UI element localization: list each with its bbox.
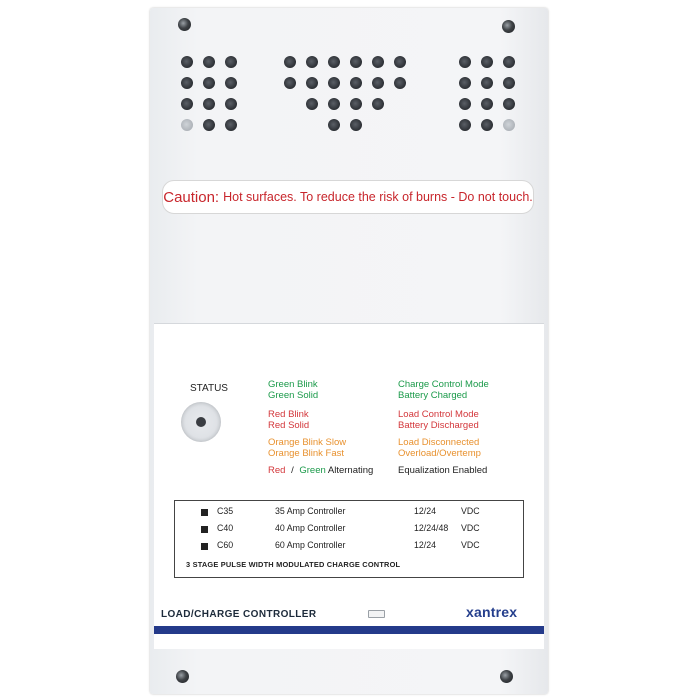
vent-hole — [372, 98, 384, 110]
top-left-screw — [178, 18, 191, 31]
vent-hole — [459, 77, 471, 89]
legend-load-control-mode: Load Control Mode — [398, 409, 479, 420]
vent-hole — [225, 77, 237, 89]
vent-hole — [225, 98, 237, 110]
vent-hole — [459, 98, 471, 110]
legend-overload-overtemp: Overload/Overtemp — [398, 448, 481, 459]
legend-green-left — [268, 379, 318, 401]
pwm-note: 3 STAGE PULSE WIDTH MODULATED CHARGE CONTROL — [186, 560, 401, 569]
bottom-left-screw — [176, 670, 189, 683]
bottom-right-screw — [500, 670, 513, 683]
vent-hole — [481, 98, 493, 110]
status-led-icon — [181, 402, 221, 442]
vent-hole — [225, 56, 237, 68]
model-c35-checkbox — [201, 509, 208, 516]
vent-hole — [372, 56, 384, 68]
legend-red-solid: Red Solid — [268, 420, 310, 431]
caution-lead: Caution: — [163, 188, 220, 206]
model-c40-desc: 40 Amp Controller — [275, 523, 346, 533]
vent-hole — [328, 98, 340, 110]
product-name: LOAD/CHARGE CONTROLLER — [161, 609, 317, 620]
legend-alt-red: Red — [268, 465, 286, 476]
vent-hole — [328, 56, 340, 68]
vent-hole — [181, 119, 193, 131]
legend-orange-right — [398, 437, 481, 459]
vent-hole — [306, 56, 318, 68]
vent-hole — [350, 77, 362, 89]
vent-hole — [503, 77, 515, 89]
vent-hole — [181, 77, 193, 89]
vent-hole — [306, 98, 318, 110]
vent-hole — [181, 56, 193, 68]
brand-stripe — [154, 626, 544, 634]
vent-hole — [503, 56, 515, 68]
legend-battery-charged: Battery Charged — [398, 390, 468, 401]
vent-hole — [372, 77, 384, 89]
vent-hole — [225, 119, 237, 131]
model-c40-checkbox — [201, 526, 208, 533]
legend-green-solid: Green Solid — [268, 390, 319, 401]
xantrex-logo: xantrex — [466, 604, 518, 620]
legend-orange-left — [268, 437, 346, 459]
caution-text: Hot surfaces. To reduce the risk of burns - Do not touch. — [223, 190, 533, 204]
model-c60-unit: VDC — [461, 540, 480, 550]
model-c60-desc: 60 Amp Controller — [275, 540, 346, 550]
led-lens — [196, 417, 206, 427]
model-c35-code: C35 — [217, 506, 234, 516]
vent-hole — [203, 98, 215, 110]
model-c40-volts: 12/24/48 — [414, 523, 449, 533]
legend-orange-blink-fast: Orange Blink Fast — [268, 448, 345, 459]
model-c40-code: C40 — [217, 523, 234, 533]
vent-hole — [181, 98, 193, 110]
legend-red-blink: Red Blink — [268, 409, 309, 420]
vent-hole — [328, 119, 340, 131]
vent-hole — [328, 77, 340, 89]
status-label-card — [154, 323, 544, 649]
legend-equalization-enabled: Equalization Enabled — [398, 465, 488, 476]
legend-red-left — [268, 409, 309, 431]
legend-alt-slash: / — [291, 465, 294, 476]
vent-hole — [284, 77, 296, 89]
status-title: STATUS — [190, 383, 228, 394]
legend-alternating — [268, 465, 373, 476]
vent-hole — [203, 77, 215, 89]
vent-hole — [481, 77, 493, 89]
legend-green-blink: Green Blink — [268, 379, 318, 390]
vent-hole — [350, 119, 362, 131]
model-c60-code: C60 — [217, 540, 234, 550]
legend-orange-blink-slow: Orange Blink Slow — [268, 437, 347, 448]
model-c35-volts: 12/24 — [414, 506, 437, 516]
vent-hole — [503, 98, 515, 110]
vent-hole — [394, 56, 406, 68]
model-c35-unit: VDC — [461, 506, 480, 516]
legend-alt-green: Green — [299, 465, 326, 476]
vent-hole — [350, 56, 362, 68]
model-c60-checkbox — [201, 543, 208, 550]
legend-load-disconnected: Load Disconnected — [398, 437, 480, 448]
legend-alt-rest: Alternating — [327, 465, 374, 476]
vent-hole — [481, 56, 493, 68]
vent-hole — [203, 56, 215, 68]
model-c60-volts: 12/24 — [414, 540, 437, 550]
legend-green-right — [398, 379, 489, 401]
indicator-window — [368, 610, 385, 618]
model-c35-desc: 35 Amp Controller — [275, 506, 346, 516]
vent-hole — [481, 119, 493, 131]
legend-charge-control-mode: Charge Control Mode — [398, 379, 489, 390]
caution-label — [162, 180, 534, 214]
legend-red-right — [398, 409, 479, 431]
model-c40-unit: VDC — [461, 523, 480, 533]
top-right-screw — [502, 20, 515, 33]
vent-hole — [203, 119, 215, 131]
vent-hole — [306, 77, 318, 89]
vent-hole — [350, 98, 362, 110]
vent-hole — [394, 77, 406, 89]
vent-hole — [284, 56, 296, 68]
legend-battery-discharged: Battery Discharged — [398, 420, 479, 431]
vent-hole — [459, 56, 471, 68]
vent-hole — [459, 119, 471, 131]
vent-hole — [503, 119, 515, 131]
